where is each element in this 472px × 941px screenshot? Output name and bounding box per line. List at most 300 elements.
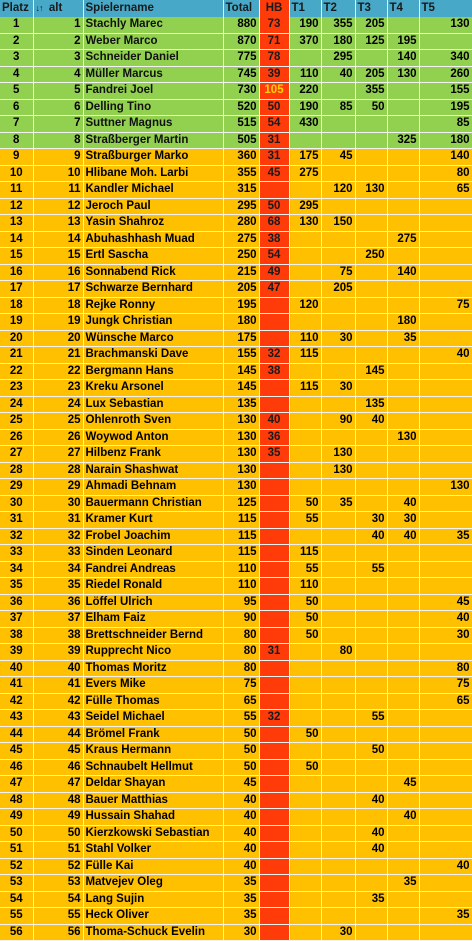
cell-t4	[387, 413, 419, 430]
cell-alt: 51	[33, 842, 83, 859]
table-row	[0, 726, 472, 743]
cell-t1	[289, 710, 321, 727]
cell-t1	[289, 182, 321, 199]
cell-alt: 20	[33, 330, 83, 347]
cell-platz: 52	[0, 858, 33, 875]
cell-name: Bauer Matthias	[83, 792, 223, 809]
cell-alt: 27	[33, 446, 83, 463]
cell-t1	[289, 396, 321, 413]
header-hb[interactable]: HB	[259, 0, 289, 17]
cell-hb	[259, 776, 289, 793]
cell-hb: 32	[259, 347, 289, 364]
cell-t5: 30	[419, 627, 472, 644]
cell-t1	[289, 413, 321, 430]
cell-total: 90	[223, 611, 259, 628]
table-row	[0, 858, 472, 875]
cell-alt: 30	[33, 495, 83, 512]
cell-platz: 15	[0, 248, 33, 265]
cell-name: Straßberger Martin	[83, 132, 223, 149]
cell-t2: 120	[321, 182, 355, 199]
header-t1[interactable]: T1	[289, 0, 321, 17]
cell-alt: 35	[33, 578, 83, 595]
cell-t1: 295	[289, 198, 321, 215]
cell-total: 80	[223, 644, 259, 661]
cell-platz: 44	[0, 726, 33, 743]
cell-platz: 56	[0, 924, 33, 941]
cell-name: Jeroch Paul	[83, 198, 223, 215]
cell-total: 360	[223, 149, 259, 166]
cell-total: 145	[223, 363, 259, 380]
cell-name: Suttner Magnus	[83, 116, 223, 133]
header-platz[interactable]: Platz	[0, 0, 33, 17]
cell-t2	[321, 594, 355, 611]
cell-t2: 90	[321, 413, 355, 430]
cell-t2	[321, 677, 355, 694]
cell-t4	[387, 677, 419, 694]
cell-platz: 3	[0, 50, 33, 67]
cell-hb	[259, 924, 289, 941]
cell-t4	[387, 611, 419, 628]
cell-hb: 50	[259, 198, 289, 215]
cell-t1: 430	[289, 116, 321, 133]
cell-t4	[387, 149, 419, 166]
cell-t3	[355, 908, 387, 925]
cell-alt: 48	[33, 792, 83, 809]
cell-t5: 180	[419, 132, 472, 149]
cell-alt: 15	[33, 248, 83, 265]
cell-alt: 7	[33, 116, 83, 133]
cell-t3: 355	[355, 83, 387, 100]
cell-t5	[419, 330, 472, 347]
cell-platz: 48	[0, 792, 33, 809]
cell-name: Müller Marcus	[83, 66, 223, 83]
cell-total: 275	[223, 231, 259, 248]
cell-t1: 130	[289, 215, 321, 232]
header-t5[interactable]: T5	[419, 0, 472, 17]
cell-platz: 17	[0, 281, 33, 298]
cell-t1: 50	[289, 594, 321, 611]
cell-platz: 23	[0, 380, 33, 397]
cell-t5: 80	[419, 165, 472, 182]
table-row	[0, 677, 472, 694]
cell-t5: 65	[419, 693, 472, 710]
cell-t2: 30	[321, 380, 355, 397]
cell-total: 135	[223, 396, 259, 413]
cell-hb	[259, 792, 289, 809]
cell-t3: 125	[355, 33, 387, 50]
cell-name: Seidel Michael	[83, 710, 223, 727]
cell-alt: 1	[33, 17, 83, 33]
cell-t4: 275	[387, 231, 419, 248]
cell-t5	[419, 413, 472, 430]
cell-t1	[289, 363, 321, 380]
cell-hb: 32	[259, 710, 289, 727]
cell-t5	[419, 644, 472, 661]
cell-t4	[387, 561, 419, 578]
cell-hb	[259, 809, 289, 826]
cell-t5	[419, 809, 472, 826]
table-row	[0, 182, 472, 199]
cell-t3	[355, 759, 387, 776]
cell-name: Schneider Daniel	[83, 50, 223, 67]
cell-total: 115	[223, 512, 259, 529]
cell-total: 745	[223, 66, 259, 83]
cell-t3: 40	[355, 528, 387, 545]
cell-hb: 54	[259, 116, 289, 133]
cell-t4	[387, 297, 419, 314]
cell-t1: 110	[289, 578, 321, 595]
table-row	[0, 462, 472, 479]
cell-total: 195	[223, 297, 259, 314]
cell-t5: 40	[419, 611, 472, 628]
cell-t3	[355, 924, 387, 941]
cell-platz: 53	[0, 875, 33, 892]
cell-t4	[387, 479, 419, 496]
cell-t5: 130	[419, 479, 472, 496]
cell-platz: 16	[0, 264, 33, 281]
cell-alt: 9	[33, 149, 83, 166]
cell-hb	[259, 908, 289, 925]
cell-t4	[387, 710, 419, 727]
table-body	[0, 17, 472, 941]
cell-t4	[387, 545, 419, 562]
cell-total: 80	[223, 627, 259, 644]
cell-t2: 85	[321, 99, 355, 116]
cell-name: Narain Shashwat	[83, 462, 223, 479]
table-row	[0, 264, 472, 281]
cell-name: Lang Sujin	[83, 891, 223, 908]
table-row	[0, 809, 472, 826]
cell-total: 65	[223, 693, 259, 710]
cell-t5	[419, 446, 472, 463]
cell-t1	[289, 528, 321, 545]
cell-t2	[321, 396, 355, 413]
cell-alt: 29	[33, 479, 83, 496]
cell-platz: 25	[0, 413, 33, 430]
cell-t2: 180	[321, 33, 355, 50]
cell-name: Frobel Joachim	[83, 528, 223, 545]
cell-hb: 105	[259, 83, 289, 100]
cell-alt: 46	[33, 759, 83, 776]
cell-t1	[289, 908, 321, 925]
table-row	[0, 792, 472, 809]
cell-alt: 26	[33, 429, 83, 446]
table-row	[0, 710, 472, 727]
cell-t1: 220	[289, 83, 321, 100]
cell-t1: 110	[289, 330, 321, 347]
cell-platz: 4	[0, 66, 33, 83]
cell-alt: 52	[33, 858, 83, 875]
table-row	[0, 660, 472, 677]
cell-t4	[387, 198, 419, 215]
table-header-row	[0, 0, 472, 17]
cell-total: 315	[223, 182, 259, 199]
cell-t4	[387, 248, 419, 265]
cell-hb	[259, 528, 289, 545]
cell-t5	[419, 231, 472, 248]
cell-name: Rupprecht Nico	[83, 644, 223, 661]
cell-name: Kraus Hermann	[83, 743, 223, 760]
cell-alt: 31	[33, 512, 83, 529]
cell-alt: 22	[33, 363, 83, 380]
cell-t4	[387, 660, 419, 677]
cell-hb: 73	[259, 17, 289, 33]
sort-icon[interactable]: ↓↑	[35, 3, 43, 13]
cell-alt: 17	[33, 281, 83, 298]
cell-t1: 50	[289, 495, 321, 512]
cell-hb: 49	[259, 264, 289, 281]
cell-platz: 18	[0, 297, 33, 314]
cell-name: Matvejev Oleg	[83, 875, 223, 892]
cell-hb	[259, 396, 289, 413]
cell-t3	[355, 545, 387, 562]
cell-t2	[321, 693, 355, 710]
cell-t4	[387, 363, 419, 380]
cell-t1	[289, 446, 321, 463]
cell-t5: 85	[419, 116, 472, 133]
cell-t3	[355, 594, 387, 611]
cell-t3: 135	[355, 396, 387, 413]
cell-t1: 190	[289, 99, 321, 116]
cell-t2: 130	[321, 462, 355, 479]
cell-t1	[289, 281, 321, 298]
cell-t1	[289, 677, 321, 694]
cell-platz: 28	[0, 462, 33, 479]
cell-t2: 40	[321, 66, 355, 83]
cell-t5	[419, 314, 472, 331]
table-row	[0, 215, 472, 232]
cell-t1	[289, 891, 321, 908]
header-t2[interactable]: T2	[321, 0, 355, 17]
cell-total: 505	[223, 132, 259, 149]
table-row	[0, 908, 472, 925]
cell-t2: 35	[321, 495, 355, 512]
cell-t4	[387, 891, 419, 908]
table-row	[0, 528, 472, 545]
cell-name: Brömel Frank	[83, 726, 223, 743]
cell-t3	[355, 660, 387, 677]
cell-hb	[259, 495, 289, 512]
cell-hb	[259, 380, 289, 397]
cell-hb	[259, 693, 289, 710]
cell-t1	[289, 825, 321, 842]
cell-t4	[387, 380, 419, 397]
cell-alt: 14	[33, 231, 83, 248]
cell-alt: 38	[33, 627, 83, 644]
cell-name: Heck Oliver	[83, 908, 223, 925]
cell-total: 80	[223, 660, 259, 677]
cell-t1: 115	[289, 347, 321, 364]
cell-t5: 35	[419, 528, 472, 545]
cell-total: 180	[223, 314, 259, 331]
cell-t2	[321, 512, 355, 529]
cell-t5	[419, 264, 472, 281]
cell-t5: 80	[419, 660, 472, 677]
cell-alt: 4	[33, 66, 83, 83]
cell-platz: 38	[0, 627, 33, 644]
cell-platz: 32	[0, 528, 33, 545]
cell-t3: 130	[355, 182, 387, 199]
table-row	[0, 512, 472, 529]
header-t4[interactable]: T4	[387, 0, 419, 17]
cell-t3	[355, 231, 387, 248]
cell-t3	[355, 149, 387, 166]
cell-alt: 54	[33, 891, 83, 908]
cell-t1: 50	[289, 759, 321, 776]
cell-alt: 37	[33, 611, 83, 628]
cell-t3: 55	[355, 710, 387, 727]
cell-hb	[259, 545, 289, 562]
cell-name: Hlibane Moh. Larbi	[83, 165, 223, 182]
table-row	[0, 66, 472, 83]
cell-t4	[387, 924, 419, 941]
cell-t3: 145	[355, 363, 387, 380]
table-row	[0, 17, 472, 33]
cell-t5	[419, 512, 472, 529]
header-total[interactable]: Total	[223, 0, 259, 17]
cell-name: Straßburger Marko	[83, 149, 223, 166]
cell-alt: 32	[33, 528, 83, 545]
cell-t3	[355, 281, 387, 298]
cell-t4	[387, 743, 419, 760]
table-row	[0, 875, 472, 892]
cell-t2: 80	[321, 644, 355, 661]
cell-hb: 68	[259, 215, 289, 232]
cell-alt: 18	[33, 297, 83, 314]
cell-t2	[321, 83, 355, 100]
cell-name: Brettschneider Bernd	[83, 627, 223, 644]
cell-t4	[387, 792, 419, 809]
cell-t5: 45	[419, 594, 472, 611]
header-t3[interactable]: T3	[355, 0, 387, 17]
table-row	[0, 429, 472, 446]
cell-hb	[259, 627, 289, 644]
table-row	[0, 330, 472, 347]
cell-t3	[355, 215, 387, 232]
cell-platz: 31	[0, 512, 33, 529]
table-row	[0, 198, 472, 215]
table-row	[0, 248, 472, 265]
cell-alt: 50	[33, 825, 83, 842]
cell-total: 215	[223, 264, 259, 281]
cell-t1	[289, 462, 321, 479]
cell-hb	[259, 891, 289, 908]
cell-name: Thoma-Schuck Evelin	[83, 924, 223, 941]
table-row	[0, 314, 472, 331]
cell-t4: 35	[387, 330, 419, 347]
cell-t2	[321, 858, 355, 875]
cell-t1: 190	[289, 17, 321, 33]
header-name[interactable]: Spielername	[83, 0, 223, 17]
cell-alt: 19	[33, 314, 83, 331]
cell-name: Rejke Ronny	[83, 297, 223, 314]
cell-total: 75	[223, 677, 259, 694]
cell-platz: 54	[0, 891, 33, 908]
cell-name: Stachly Marec	[83, 17, 223, 33]
cell-name: Fülle Kai	[83, 858, 223, 875]
header-alt[interactable]	[33, 0, 83, 17]
cell-alt: 25	[33, 413, 83, 430]
cell-name: Bergmann Hans	[83, 363, 223, 380]
cell-name: Ahmadi Behnam	[83, 479, 223, 496]
cell-t3	[355, 314, 387, 331]
cell-alt: 56	[33, 924, 83, 941]
cell-t2	[321, 116, 355, 133]
cell-name: Schnaubelt Hellmut	[83, 759, 223, 776]
cell-t1: 115	[289, 545, 321, 562]
cell-total: 40	[223, 809, 259, 826]
cell-total: 30	[223, 924, 259, 941]
cell-t1	[289, 644, 321, 661]
cell-total: 95	[223, 594, 259, 611]
cell-t2	[321, 875, 355, 892]
table-row	[0, 83, 472, 100]
cell-platz: 50	[0, 825, 33, 842]
cell-t5: 40	[419, 347, 472, 364]
cell-t2	[321, 132, 355, 149]
cell-name: Woywod Anton	[83, 429, 223, 446]
cell-t1: 50	[289, 627, 321, 644]
cell-t3: 40	[355, 825, 387, 842]
cell-alt: 47	[33, 776, 83, 793]
cell-t5	[419, 710, 472, 727]
cell-name: Deldar Shayan	[83, 776, 223, 793]
cell-alt: 39	[33, 644, 83, 661]
table-row	[0, 825, 472, 842]
cell-total: 130	[223, 429, 259, 446]
cell-t3: 40	[355, 842, 387, 859]
cell-platz: 43	[0, 710, 33, 727]
cell-t5	[419, 380, 472, 397]
cell-t4: 40	[387, 528, 419, 545]
cell-platz: 35	[0, 578, 33, 595]
cell-alt: 10	[33, 165, 83, 182]
cell-hb	[259, 512, 289, 529]
table-row	[0, 50, 472, 67]
cell-platz: 34	[0, 561, 33, 578]
cell-platz: 49	[0, 809, 33, 826]
cell-alt: 24	[33, 396, 83, 413]
cell-t5	[419, 462, 472, 479]
table-row	[0, 413, 472, 430]
cell-t4: 325	[387, 132, 419, 149]
cell-total: 35	[223, 908, 259, 925]
cell-name: Elham Faiz	[83, 611, 223, 628]
cell-total: 40	[223, 842, 259, 859]
cell-t4	[387, 644, 419, 661]
cell-t5: 75	[419, 297, 472, 314]
cell-name: Kandler Michael	[83, 182, 223, 199]
cell-platz: 36	[0, 594, 33, 611]
cell-platz: 8	[0, 132, 33, 149]
cell-t4	[387, 825, 419, 842]
cell-platz: 12	[0, 198, 33, 215]
cell-total: 730	[223, 83, 259, 100]
cell-t4: 140	[387, 50, 419, 67]
cell-t4: 140	[387, 264, 419, 281]
cell-total: 295	[223, 198, 259, 215]
cell-hb	[259, 479, 289, 496]
table-row	[0, 380, 472, 397]
cell-t1	[289, 792, 321, 809]
cell-alt: 8	[33, 132, 83, 149]
cell-hb: 38	[259, 363, 289, 380]
cell-t1	[289, 776, 321, 793]
cell-hb	[259, 578, 289, 595]
cell-t2	[321, 611, 355, 628]
cell-t5	[419, 429, 472, 446]
cell-t4	[387, 908, 419, 925]
